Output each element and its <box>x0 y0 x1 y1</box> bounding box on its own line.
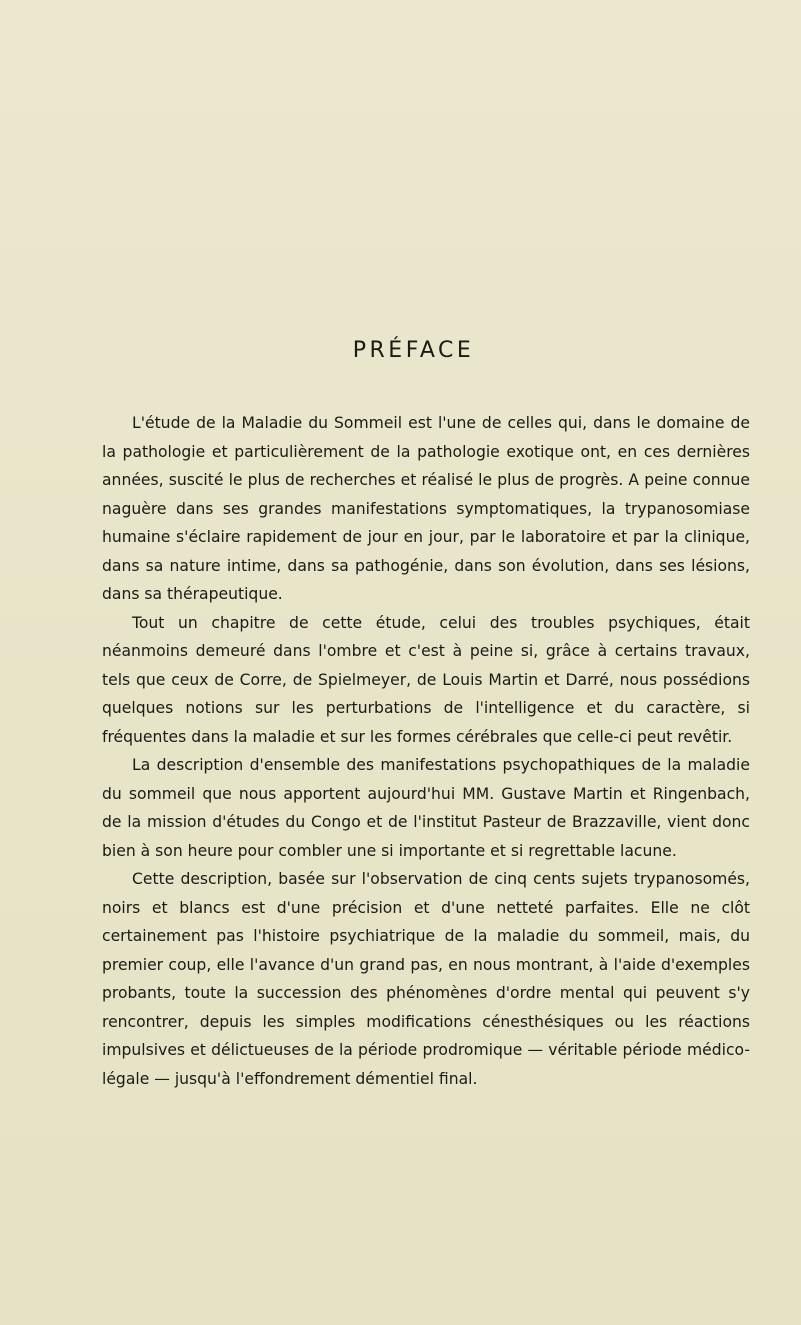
paragraph-3: La description d'ensemble des manifestations psychopathiques de la maladie du sommeil que nous apportent aujourd'hui MM. Gustave Martin et Ringenbach, de la mission d'études du Congo et de l'institut Pasteur de Brazzaville, vient donc bien à son heure pour combler une si importante et si regrettable lacune. <box>102 756 750 860</box>
paragraph-1: L'étude de la Maladie du Sommeil est l'une de celles qui, dans le domaine de la pathologie et particulièrement de la pathologie exotique ont, en ces dernières années, suscité le plus de recherches et réalisé le plus de progrès. A peine connue naguère dans ses grandes manifestations symptomatiques, la trypanosomiase humaine s'éclaire rapidement de jour en jour, par le laboratoire et par la clinique, dans sa nature intime, dans sa pathogénie, dans son évolution, dans ses lésions, dans sa thérapeutique. <box>102 414 750 603</box>
preface-title: PRÉFACE <box>352 338 475 363</box>
paragraph-4: Cette description, basée sur l'observation de cinq cents sujets trypanosomés, noirs et blancs est d'une précision et d'une netteté parfaites. Elle ne clôt certainement pas l'histoire psychiatrique de la maladie du sommeil, mais, du premier coup, elle l'avance d'un grand pas, en nous montrant, à l'aide d'exemples probants, toute la succession des phénomènes d'ordre mental qui peuvent s'y rencontrer, depuis les simples modifications cénesthésiques ou les réactions impulsives et délictueuses de la période prodromique — véritable période médico-légale — jusqu'à l'effondrement démentiel final. <box>102 870 750 1088</box>
preface-body <box>102 409 750 1093</box>
paragraph-2: Tout un chapitre de cette étude, celui des troubles psychiques, était néanmoins demeuré dans l'ombre et c'est à peine si, grâce à certains travaux, tels que ceux de Corre, de Spielmeyer, de Louis Martin et Darré, nous possédions quelques notions sur les perturbations de l'intelligence et du caractère, si fréquentes dans la maladie et sur les formes cérébrales que celle-ci peut revêtir. <box>102 613 750 746</box>
